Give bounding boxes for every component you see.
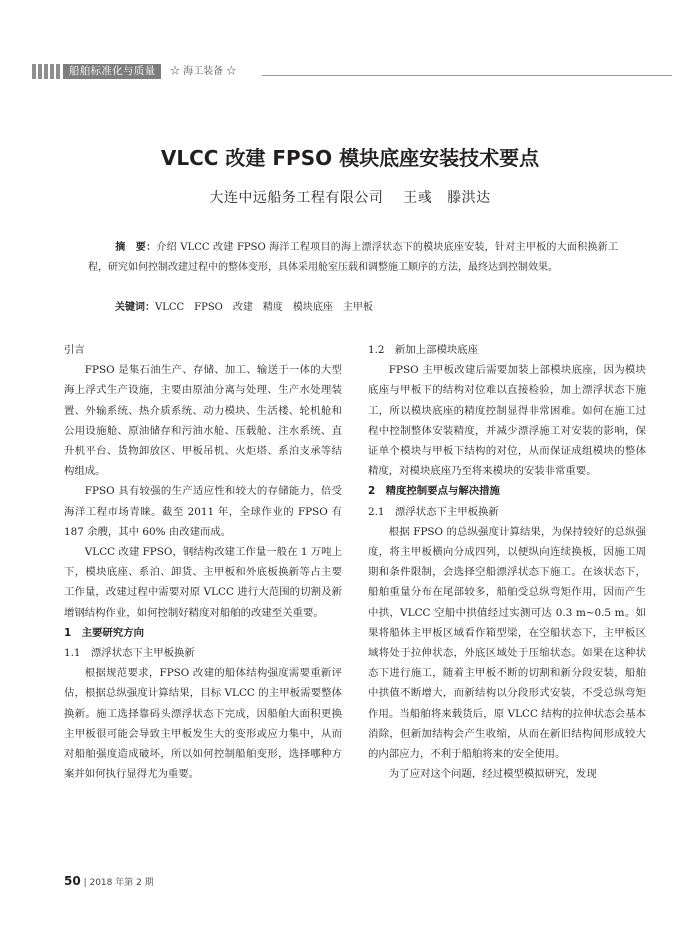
paragraph: 为了应对这个问题，经过模型模拟研究，发现 bbox=[388, 768, 597, 781]
keywords-text: VLCC FPSO 改建 精度 模块底座 主甲板 bbox=[155, 302, 373, 313]
abstract-label: 摘 要： bbox=[115, 242, 157, 253]
running-header bbox=[32, 64, 672, 79]
intro-heading: 引言 bbox=[64, 344, 85, 356]
paragraph: VLCC 改建 FPSO，钢结构改建工作量一般在 1 万吨上下，模块底座、系泊、卸货、主甲板和外底板换新等占主要工作量，改建过程中需要对原 VLCC 进行大范围的切割及新增钢结构作业，如何控制好精度对船舶的改建至关重要。 bbox=[64, 546, 342, 619]
paragraph: 根据规范要求，FPSO 改建的船体结构强度需要重新评估，根据总纵强度计算结果，目标 VLCC 的主甲板需要整体换新。施工选择靠码头漂浮状态下完成，因船舶大面积更换主甲板很可能会导致主甲板发生大的变形或应力集中，从而对船舶强度造成破坏，所以如何控制船舶变形，选择哪种方案并如何执行显得尤为重要。 bbox=[64, 667, 342, 781]
section-heading-2: 2 精度控制要点与解决措施 bbox=[368, 485, 500, 498]
paragraph: 根据 FPSO 的总纵强度计算结果，为保持较好的总纵强度，将主甲板横向分成四列，以便纵向连续换板，因施工周期和条件限制，会选择空船漂浮状态下施工。在该状态下，船舶重量分布在尾部较多，船舶受总纵弯矩作用，因而产生中拱，VLCC 空船中拱值经过实测可达 0.3 m~0.5 m。如果将船体主甲板区域看作箱型梁，在空船状态下，主甲板区域将处于拉伸状态，外底区域处于压缩状态。如果在这种状态下进行施工，随着主甲板不断的切割和新分段安装，船舶中拱值不断增大，而新结构以分段形式安装，不受总纵弯矩作用。当船舶将来载货后，原 VLCC 结构的拉伸状态会基本消除，但新加结构会产生收缩，从而在新旧结构间形成较大的内部应力，不利于船舶将来的安全使用。 bbox=[368, 525, 646, 761]
paragraph: FPSO 主甲板改建后需要加装上部模块底座，因为模块底座与甲板下的结构对位难以直接检验，加上漂浮状态下施工，所以模块底座的精度控制显得非常困难。如何在施工过程中控制整体安装精度，并减少漂浮施工对安装的影响，保证单个模块与甲板下结构的对位，从而保证成组模块的整体精度，对模块底座乃至将来模块的安装非常重要。 bbox=[368, 364, 646, 478]
page-number: 50 bbox=[64, 874, 81, 888]
section-heading-1: 1 主要研究方向 bbox=[64, 626, 144, 639]
journal-section-tag: 船舶标准化与质量 bbox=[63, 64, 161, 79]
article-title: VLCC 改建 FPSO 模块底座安装技术要点 bbox=[160, 146, 540, 170]
subsection-heading-1-2: 1.2 新加上部模块底座 bbox=[368, 344, 479, 356]
subsection-heading-2-1: 2.1 漂浮状态下主甲板换新 bbox=[368, 505, 499, 518]
page-footer: 50 | 2018 年第 2 期 bbox=[64, 874, 154, 888]
keywords-label: 关键词： bbox=[115, 302, 155, 313]
abstract bbox=[88, 238, 618, 278]
issue-label: 2018 年第 2 期 bbox=[89, 878, 154, 888]
subsection-heading-1-1: 1.1 漂浮状态下主甲板换新 bbox=[64, 647, 195, 660]
header-rule bbox=[262, 75, 672, 76]
paragraph: FPSO 具有较强的生产适应性和较大的存储能力，倍受海洋工程市场青睐。截至 2011 年，全球作业的 FPSO 有 187 余艘，其中 60% 由改建而成。 bbox=[64, 485, 342, 538]
article-authors: 大连中远船务工程有限公司 王彧 滕洪达 bbox=[209, 190, 491, 206]
right-column bbox=[368, 340, 646, 784]
abstract-text: 介绍 VLCC 改建 FPSO 海洋工程项目的海上漂浮状态下的模块底座安装，针对主甲板的大面积换新工程，研究如何控制改建过程中的整体变形，具体采用舱室压载和调整施工顺序的方法，最终达到控制效果。 bbox=[88, 242, 618, 273]
journal-subsection: ☆ 海工装备 ☆ bbox=[170, 66, 237, 77]
left-column bbox=[64, 340, 342, 784]
paragraph: FPSO 是集石油生产、存储、加工、输送于一体的大型海上浮式生产设施，主要由原油分离与处理、生产水处理装置、外输系统、热介质系统、动力模块、生活楼、轮机舱和公用设施舱、原油储存和污油水舱、压载舱、注水系统、直升机平台、货物卸放区、甲板吊机、火炬塔、系泊支承等结构组成。 bbox=[64, 364, 342, 478]
keywords bbox=[115, 300, 373, 316]
